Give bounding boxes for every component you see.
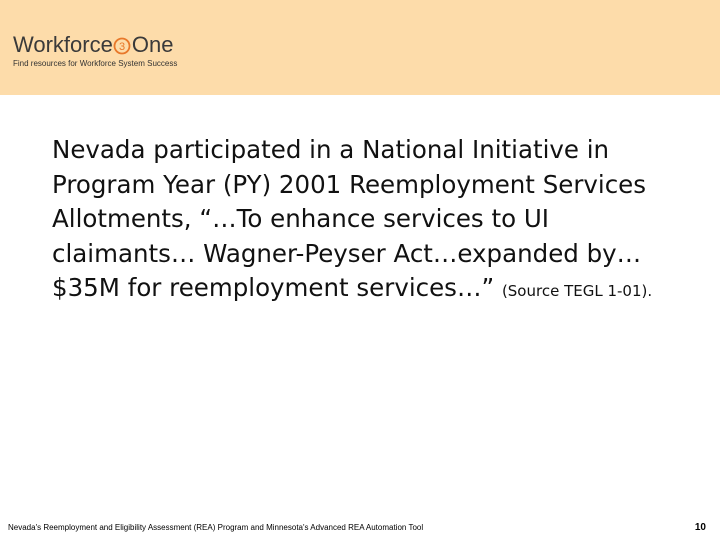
logo-wordmark [13, 33, 177, 57]
page-number: 10 [694, 522, 706, 533]
paragraph-text: Nevada participated in a National Initiative in Program Year (PY) 2001 Reemployment Services Allotments, “…To enhance services to UI claimants… Wagner-Peyser Act…expanded by…$35M for reemployment services…” [52, 135, 647, 302]
logo-mark-digit: 3 [118, 41, 125, 53]
logo-word-left: Workforce [13, 32, 113, 57]
logo-mark-icon [113, 35, 131, 55]
logo-word-right: One [131, 32, 174, 57]
logo [13, 33, 177, 68]
logo-tagline: Find resources for Workforce System Success [13, 59, 178, 68]
footer-caption: Nevada's Reemployment and Eligibility Assessment (REA) Program and Minnesota's Advanced REA Automation Tool [8, 523, 424, 532]
main-paragraph [52, 133, 692, 309]
source-citation: (Source TEGL 1-01). [501, 282, 653, 300]
